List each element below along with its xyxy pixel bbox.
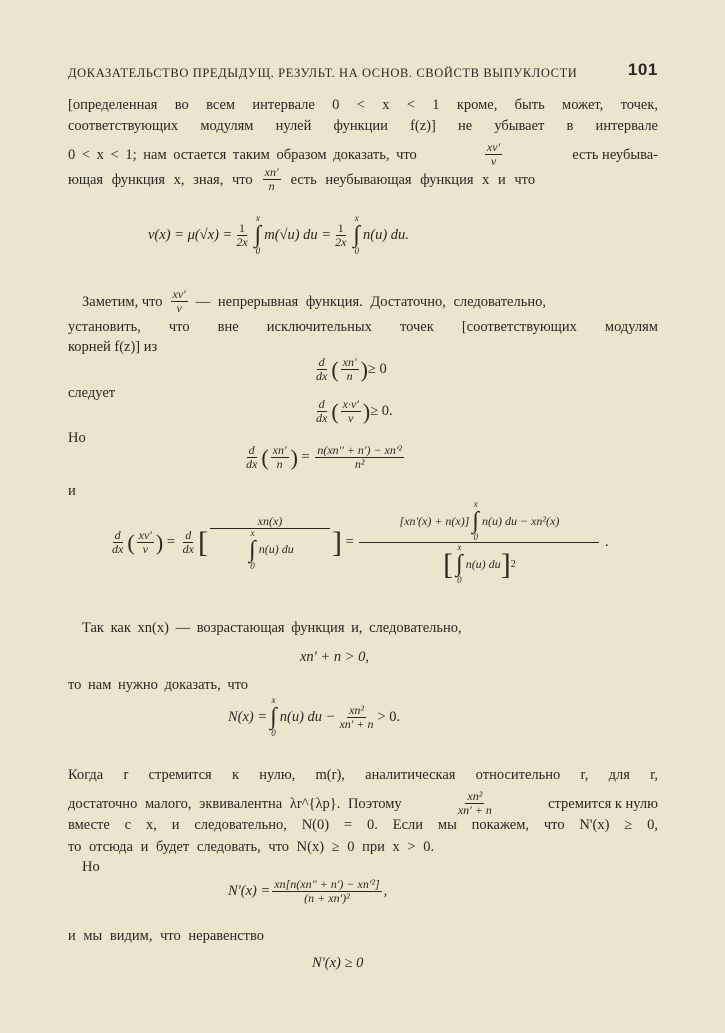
fraction [263,166,281,193]
text-span: стремится к нулю [548,795,658,812]
integral-sign: x ∫ 0 [254,213,262,256]
numerator: xν' [138,528,152,542]
denominator: n(u) du [258,542,294,556]
fraction: [xn'(x) + n(x)] x ∫ 0 n(u) du − xn²(x) [ x ∫ 0 n(u) du ] 2 [359,500,599,585]
upper-limit: x [354,213,359,223]
comma: , [383,883,388,899]
text-line: Но [68,430,86,446]
text-span: 0 < x < 1; нам остается таким образом доказать, что [68,146,417,163]
numerator: d [114,528,121,542]
lower-limit: 0 [457,575,462,585]
denominator: n² [354,457,365,471]
fraction [456,790,494,817]
inequality-3: xn' + n > 0, [300,649,369,665]
denominator: n [346,369,353,383]
denominator: ν [348,411,354,425]
denominator: n [276,457,283,471]
text-line: следует [68,385,116,401]
denominator: xn' + n [457,803,492,817]
numerator: 1 [337,220,344,235]
equation-N-prime [228,878,387,905]
upper-limit: x [250,527,255,538]
numerator: xn(x) [210,515,330,529]
denominator: dx [112,542,124,556]
integral-sign: x ∫ 0 [270,695,277,738]
running-header [68,60,658,82]
text-line: соответствующих модулям нулей функции f(z)] не убывает в интервале [68,118,658,134]
fraction [210,515,330,571]
numerator: xν' [172,287,186,301]
derivative [314,398,329,425]
eq-lhs: N(x) = [228,708,268,725]
denominator: xn' + n [339,716,374,731]
denominator: ν [490,154,497,168]
text-line: вместе с x, и следовательно, N(0) = 0. Если мы покажем, что N'(x) ≥ 0, [68,817,658,833]
text-span: достаточно малого, эквивалентна λr^{λp}. Поэтому [68,795,402,812]
derivative [244,444,259,471]
text-line: Но [82,859,100,875]
text-span: — непрерывная функция. Достаточно, следовательно, [195,293,546,310]
fraction [271,444,289,471]
text-line: то нам нужно доказать, что [68,677,249,693]
fraction [272,878,381,905]
text-line [68,141,658,168]
numerator: xν' [486,140,501,154]
lower-limit: 0 [271,728,276,738]
text-line [68,288,658,315]
upper-limit: x [473,499,478,509]
denominator: 2x [236,234,248,249]
header-title: ДОКАЗАТЕЛЬСТВО ПРЕДЫДУЩ. РЕЗУЛЬТ. НА ОСНОВ. СВОЙСТВ ВЫПУКЛОСТИ [68,66,578,80]
upper-limit: x [255,213,260,223]
text-span: Заметим, что [82,293,163,310]
fraction [485,141,502,168]
derivative [110,529,125,556]
numerator: d [318,397,325,411]
numerator: xn[n(xn'' + n') − xn'²] [274,877,380,891]
numerator: 1 [238,220,245,235]
equation-derivative: $\frac{d}{dx}$ ( $\frac{xn'}{n}$ ) = $\frac{\text{n(xn'' + n') − xn'²}}{\text{n²}}$ [246,443,403,471]
numerator: d [248,443,255,457]
numerator: xn' [264,165,279,179]
denominator: dx [316,369,328,383]
numerator: xn' [342,355,357,369]
inequality-2: $\frac{d}{dx}$ ( $\frac{x\cdot\nu'}{\nu}$ ) ≥ 0. [316,397,393,425]
text-line: и мы видим, что неравенство [68,928,265,944]
text-line: Так как xn(x) — возрастающая функция и, следовательно, [82,620,462,636]
derivative [314,356,329,383]
text-line [68,790,658,817]
denominator: ν [176,301,182,315]
inequality-1: $\frac{d}{dx}$ ( $\frac{xn'}{n}$ ) ≥ 0 [316,355,387,383]
eq-lhs: N'(x) = [228,883,271,899]
fraction [171,288,188,315]
integral-sign: x ∫ 0 [353,213,360,256]
text-span: ющая функция x, зная, что [68,171,253,188]
numerator: d [185,528,192,542]
lower-limit: 0 [473,532,478,542]
text-line: и [68,483,76,499]
eq-mid: m(√u) du = [264,226,332,243]
integral-sign: x ∫ 0 [456,542,463,585]
numerator: n(xn'' + n') − xn'² [317,443,403,457]
denominator: dx [316,411,328,425]
lower-limit: 0 [255,246,261,256]
denominator: dx [182,542,194,556]
text-line: [определенная во всем интервале 0 < x < 1 кроме, быть может, точек, [68,97,658,113]
fraction [137,529,154,556]
equation-N [228,696,400,738]
numerator-part: n(u) du − xn²(x) [482,513,560,528]
fraction [337,704,375,731]
fraction [341,356,359,383]
denominator: 2x [335,234,347,249]
denominator: n(u) du [465,556,501,571]
eq-lhs: ν(x) = μ(√x) = [148,226,233,243]
relation: ≥ 0. [370,403,393,419]
denominator: ν [142,542,148,556]
fraction [315,444,404,471]
page-number: 101 [627,60,658,79]
denominator: (n + xn')² [304,891,350,905]
integral-sign: x ∫ 0 [472,499,479,542]
eq-mid: n(u) du − [279,708,336,725]
equation-nu [148,214,409,256]
upper-limit: x [457,542,462,552]
relation: ≥ 0 [367,361,387,377]
text-line: то отсюда и будет следовать, что N(x) ≥ 0 при x > 0. [68,839,435,855]
upper-limit: x [271,695,276,705]
lower-limit: 0 [250,560,255,571]
numerator: d [318,355,325,369]
exponent: 2 [510,558,516,570]
fraction [234,222,249,249]
equation-big: $\frac{d}{dx}$ ( $\frac{x\nu'}{\nu}$ ) = $\frac{d}{dx}$ [ xn(x) x ∫ 0 n(u) du ] = [xn'(x) + n(x)] x ∫ 0 n(u) du − xn²(x) [ x ∫ 0 n(u) du ] 2 . [112,499,609,585]
eq-rhs: n(u) du. [363,226,409,243]
denominator: n [268,179,275,193]
numerator: xn² [467,789,483,803]
text-span: есть неубывающая функция x и что [290,171,536,188]
integral-sign: x ∫ 0 [249,527,256,571]
text-span: есть неубыва- [572,146,658,163]
relation: > 0. [377,708,401,725]
text-line [68,166,658,193]
denominator: dx [246,457,258,471]
lower-limit: 0 [354,246,359,256]
text-line: корней f(z)] из [68,339,158,355]
text-line: Когда r стремится к нулю, m(r), аналитическая относительно r, для r, [68,767,658,783]
numerator: x·ν' [342,397,359,411]
numerator: xn' [272,443,287,457]
numerator: xn² [349,702,364,717]
numerator-part: [xn'(x) + n(x)] [399,513,470,528]
fraction [341,398,361,425]
inequality-final: N'(x) ≥ 0 [312,955,364,971]
fraction [333,222,348,249]
text-line: установить, что вне исключительных точек [соответствующих модулям [68,319,658,335]
derivative [181,529,196,556]
